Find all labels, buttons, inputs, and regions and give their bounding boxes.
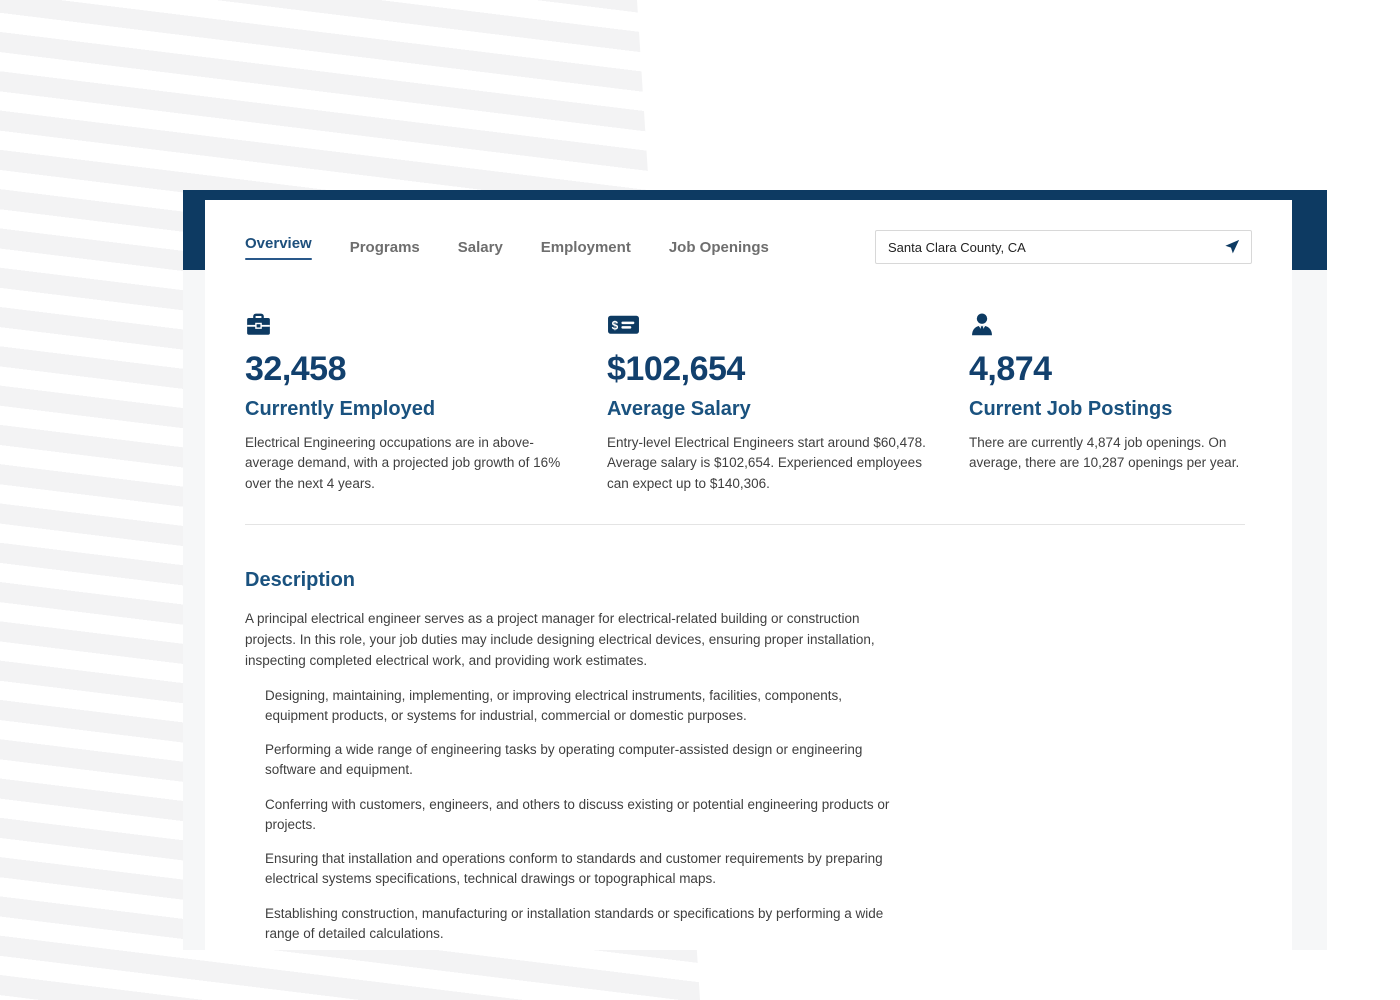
stat-description: Electrical Engineering occupations are in above-average demand, with a projected job growth of 16% over the next 4 years. — [245, 435, 561, 491]
tab-job-openings[interactable]: Job Openings — [668, 238, 769, 256]
tab-overview[interactable]: Overview — [245, 235, 312, 260]
stat-current-job-postings — [969, 312, 1259, 494]
description-intro: A principal electrical engineer serves as a project manager for electrical-related building or construction projects. In this role, your job duties may include designing electrical devices, ensuring proper installation, inspecting completed electrical work, and providing work estimates. — [245, 610, 875, 668]
stat-label: Average Salary — [607, 398, 751, 420]
stats-row — [205, 264, 1292, 494]
location-search-input[interactable] — [875, 230, 1252, 264]
card-header — [205, 200, 1292, 264]
money-check-icon — [607, 312, 941, 338]
description-section — [205, 525, 1292, 944]
tab-programs[interactable]: Programs — [349, 238, 420, 256]
duty-item: Designing, maintaining, implementing, or improving electrical instruments, facilities, components, equipment products, or systems for industrial, commercial or domestic purposes. — [265, 687, 843, 723]
tab-bar — [245, 235, 769, 260]
duty-item: Performing a wide range of engineering tasks by operating computer-assisted design or engineering software and equipment. — [265, 742, 863, 778]
duty-item: Conferring with customers, engineers, and others to discuss existing or potential engineering products or projects. — [265, 796, 890, 832]
duty-item: Establishing construction, manufacturing or installation standards or specifications by performing a wide range of detailed calculations. — [265, 905, 884, 941]
stat-label: Current Job Postings — [969, 398, 1173, 420]
tab-salary[interactable]: Salary — [457, 238, 503, 256]
duty-list — [245, 686, 1252, 945]
tab-employment[interactable]: Employment — [540, 238, 631, 256]
stat-average-salary — [607, 312, 941, 494]
location-arrow-icon[interactable] — [1223, 238, 1241, 256]
stat-value: $102,654 — [607, 350, 745, 388]
occupation-overview-card — [205, 200, 1292, 950]
svg-text:$: $ — [611, 318, 619, 333]
location-search — [875, 230, 1252, 264]
briefcase-icon — [245, 312, 579, 338]
description-title: Description — [245, 568, 356, 591]
stat-value: 32,458 — [245, 350, 346, 388]
stat-description: Entry-level Electrical Engineers start around $60,478. Average salary is $102,654. Experienced employees can expect up to $140,306. — [607, 435, 926, 491]
person-icon — [969, 312, 1259, 338]
stat-value: 4,874 — [969, 350, 1052, 388]
stat-label: Currently Employed — [245, 398, 436, 420]
duty-item: Ensuring that installation and operations conform to standards and customer requirements by preparing electrical systems specifications, technical drawings or topographical maps. — [265, 851, 883, 887]
stat-currently-employed — [245, 312, 579, 494]
stat-description: There are currently 4,874 job openings. On average, there are 10,287 openings per year. — [969, 435, 1240, 471]
